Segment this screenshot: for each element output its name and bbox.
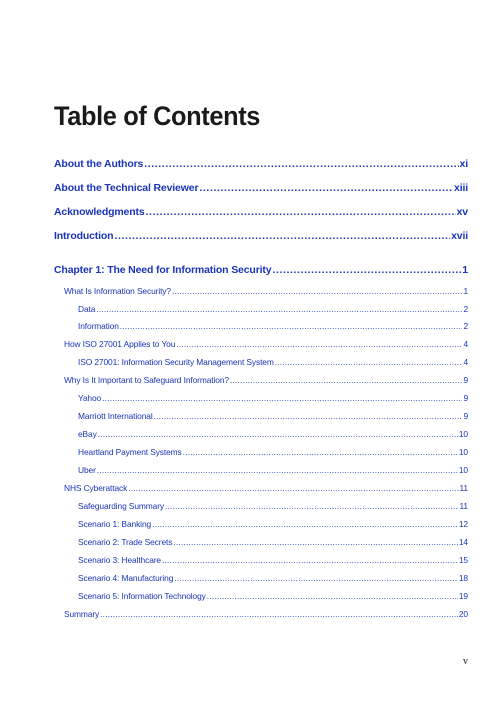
toc-entry[interactable] <box>78 591 468 601</box>
toc-entry-label: NHS Cyberattack <box>64 483 128 493</box>
toc-entry[interactable] <box>78 537 468 547</box>
toc-entry-label: Summary <box>64 609 100 619</box>
toc-entry[interactable] <box>78 555 468 565</box>
toc-entry-page: 11 <box>459 501 468 511</box>
toc-entry[interactable] <box>78 304 468 314</box>
toc-entry-page: 1 <box>463 286 468 296</box>
toc-dot-leader <box>230 375 462 385</box>
toc-entry-page: 10 <box>458 429 468 439</box>
toc-entry[interactable] <box>78 501 468 511</box>
toc-entry[interactable] <box>64 375 468 385</box>
page-title: Table of Contents <box>54 101 261 131</box>
toc-entry-label: Scenario 3: Healthcare <box>78 555 161 565</box>
toc-dot-leader <box>183 447 458 457</box>
toc-entry-page: 15 <box>458 555 468 565</box>
toc-entry-label: Why Is It Important to Safeguard Information? <box>64 375 229 385</box>
toc-entry-page: 4 <box>463 357 468 367</box>
toc-dot-leader <box>154 411 463 421</box>
toc-entry-label: Safeguarding Summary <box>78 501 164 511</box>
toc-entry-page: 4 <box>463 339 468 349</box>
toc-dot-leader <box>146 206 456 218</box>
toc-entry[interactable] <box>54 264 468 276</box>
toc-entry-page: 1 <box>462 264 468 276</box>
toc-entry-label: Scenario 1: Banking <box>78 519 152 529</box>
toc-entry-label: Scenario 2: Trade Secrets <box>78 537 173 547</box>
toc-entry-label: About the Technical Reviewer <box>54 182 199 194</box>
toc-entry[interactable] <box>64 609 468 619</box>
toc-entry[interactable] <box>54 230 468 242</box>
toc-entry-label: Heartland Payment Systems <box>78 447 182 457</box>
toc-dot-leader <box>165 501 459 511</box>
toc-entry[interactable] <box>78 357 468 367</box>
page-number: v <box>463 656 468 667</box>
toc-dot-leader <box>128 483 458 493</box>
toc-dot-leader <box>152 519 458 529</box>
toc-dot-leader <box>120 321 463 331</box>
toc-entry-page: 19 <box>458 591 468 601</box>
toc-entry-page: 10 <box>458 465 468 475</box>
toc-entry[interactable] <box>54 206 468 218</box>
toc-entry-label: Data <box>78 304 96 314</box>
toc-entry-label: Chapter 1: The Need for Information Security <box>54 264 272 276</box>
toc-entry[interactable] <box>54 182 468 194</box>
toc-entry-page: 14 <box>458 537 468 547</box>
toc-entry-label: Information <box>78 321 119 331</box>
toc-dot-leader <box>162 555 458 565</box>
toc-entry-label: Marriott International <box>78 411 153 421</box>
toc-dot-leader <box>144 158 458 170</box>
toc-entry[interactable] <box>78 447 468 457</box>
toc-entry[interactable] <box>78 573 468 583</box>
toc-dot-leader <box>174 573 458 583</box>
toc-dot-leader <box>114 230 450 242</box>
toc-entry[interactable] <box>64 483 468 493</box>
toc-entry[interactable] <box>54 158 468 170</box>
toc-entry-label: Scenario 4: Manufacturing <box>78 573 174 583</box>
toc-entry-label: Introduction <box>54 230 114 242</box>
toc-entry-page: 9 <box>463 375 468 385</box>
toc-dot-leader <box>173 537 458 547</box>
toc-entry-page: xvii <box>451 230 468 242</box>
toc-entry[interactable] <box>64 286 468 296</box>
toc-dot-leader <box>97 465 458 475</box>
toc-dot-leader <box>275 357 463 367</box>
toc-entry-page: 12 <box>458 519 468 529</box>
toc-entry[interactable] <box>78 429 468 439</box>
toc-entry-page: 20 <box>458 609 468 619</box>
toc-entry-label: Uber <box>78 465 96 475</box>
toc-entry[interactable] <box>78 519 468 529</box>
toc-entry-label: eBay <box>78 429 97 439</box>
toc-dot-leader <box>207 591 458 601</box>
toc-entry[interactable] <box>64 339 468 349</box>
toc-dot-leader <box>96 304 462 314</box>
toc-dot-leader <box>102 393 462 403</box>
toc-dot-leader <box>98 429 458 439</box>
toc-entry-page: xiii <box>454 182 468 194</box>
toc-entry-page: xi <box>459 158 468 170</box>
toc-entry-page: 2 <box>463 321 468 331</box>
toc-entry-label: Scenario 5: Information Technology <box>78 591 206 601</box>
toc-entry-label: About the Authors <box>54 158 144 170</box>
toc-entry-page: xv <box>456 206 468 218</box>
toc-entry-page: 2 <box>463 304 468 314</box>
toc-entry[interactable] <box>78 411 468 421</box>
toc-entry[interactable] <box>78 321 468 331</box>
toc-dot-leader <box>199 182 453 194</box>
toc-entry-label: Yahoo <box>78 393 102 403</box>
toc-entry-page: 18 <box>458 573 468 583</box>
toc-entry[interactable] <box>78 465 468 475</box>
toc-dot-leader <box>100 609 458 619</box>
toc-entry-label: How ISO 27001 Applies to You <box>64 339 176 349</box>
toc-dot-leader <box>272 264 461 276</box>
toc-entry-label: Acknowledgments <box>54 206 145 218</box>
toc-entry-label: ISO 27001: Information Security Management System <box>78 357 274 367</box>
toc-entry-page: 9 <box>463 393 468 403</box>
toc-entry-page: 10 <box>458 447 468 457</box>
toc-dot-leader <box>172 286 462 296</box>
toc-entry-page: 11 <box>459 483 468 493</box>
toc-entry-label: What Is Information Security? <box>64 286 171 296</box>
toc-entry-page: 9 <box>463 411 468 421</box>
toc-entry[interactable] <box>78 393 468 403</box>
toc-dot-leader <box>176 339 462 349</box>
